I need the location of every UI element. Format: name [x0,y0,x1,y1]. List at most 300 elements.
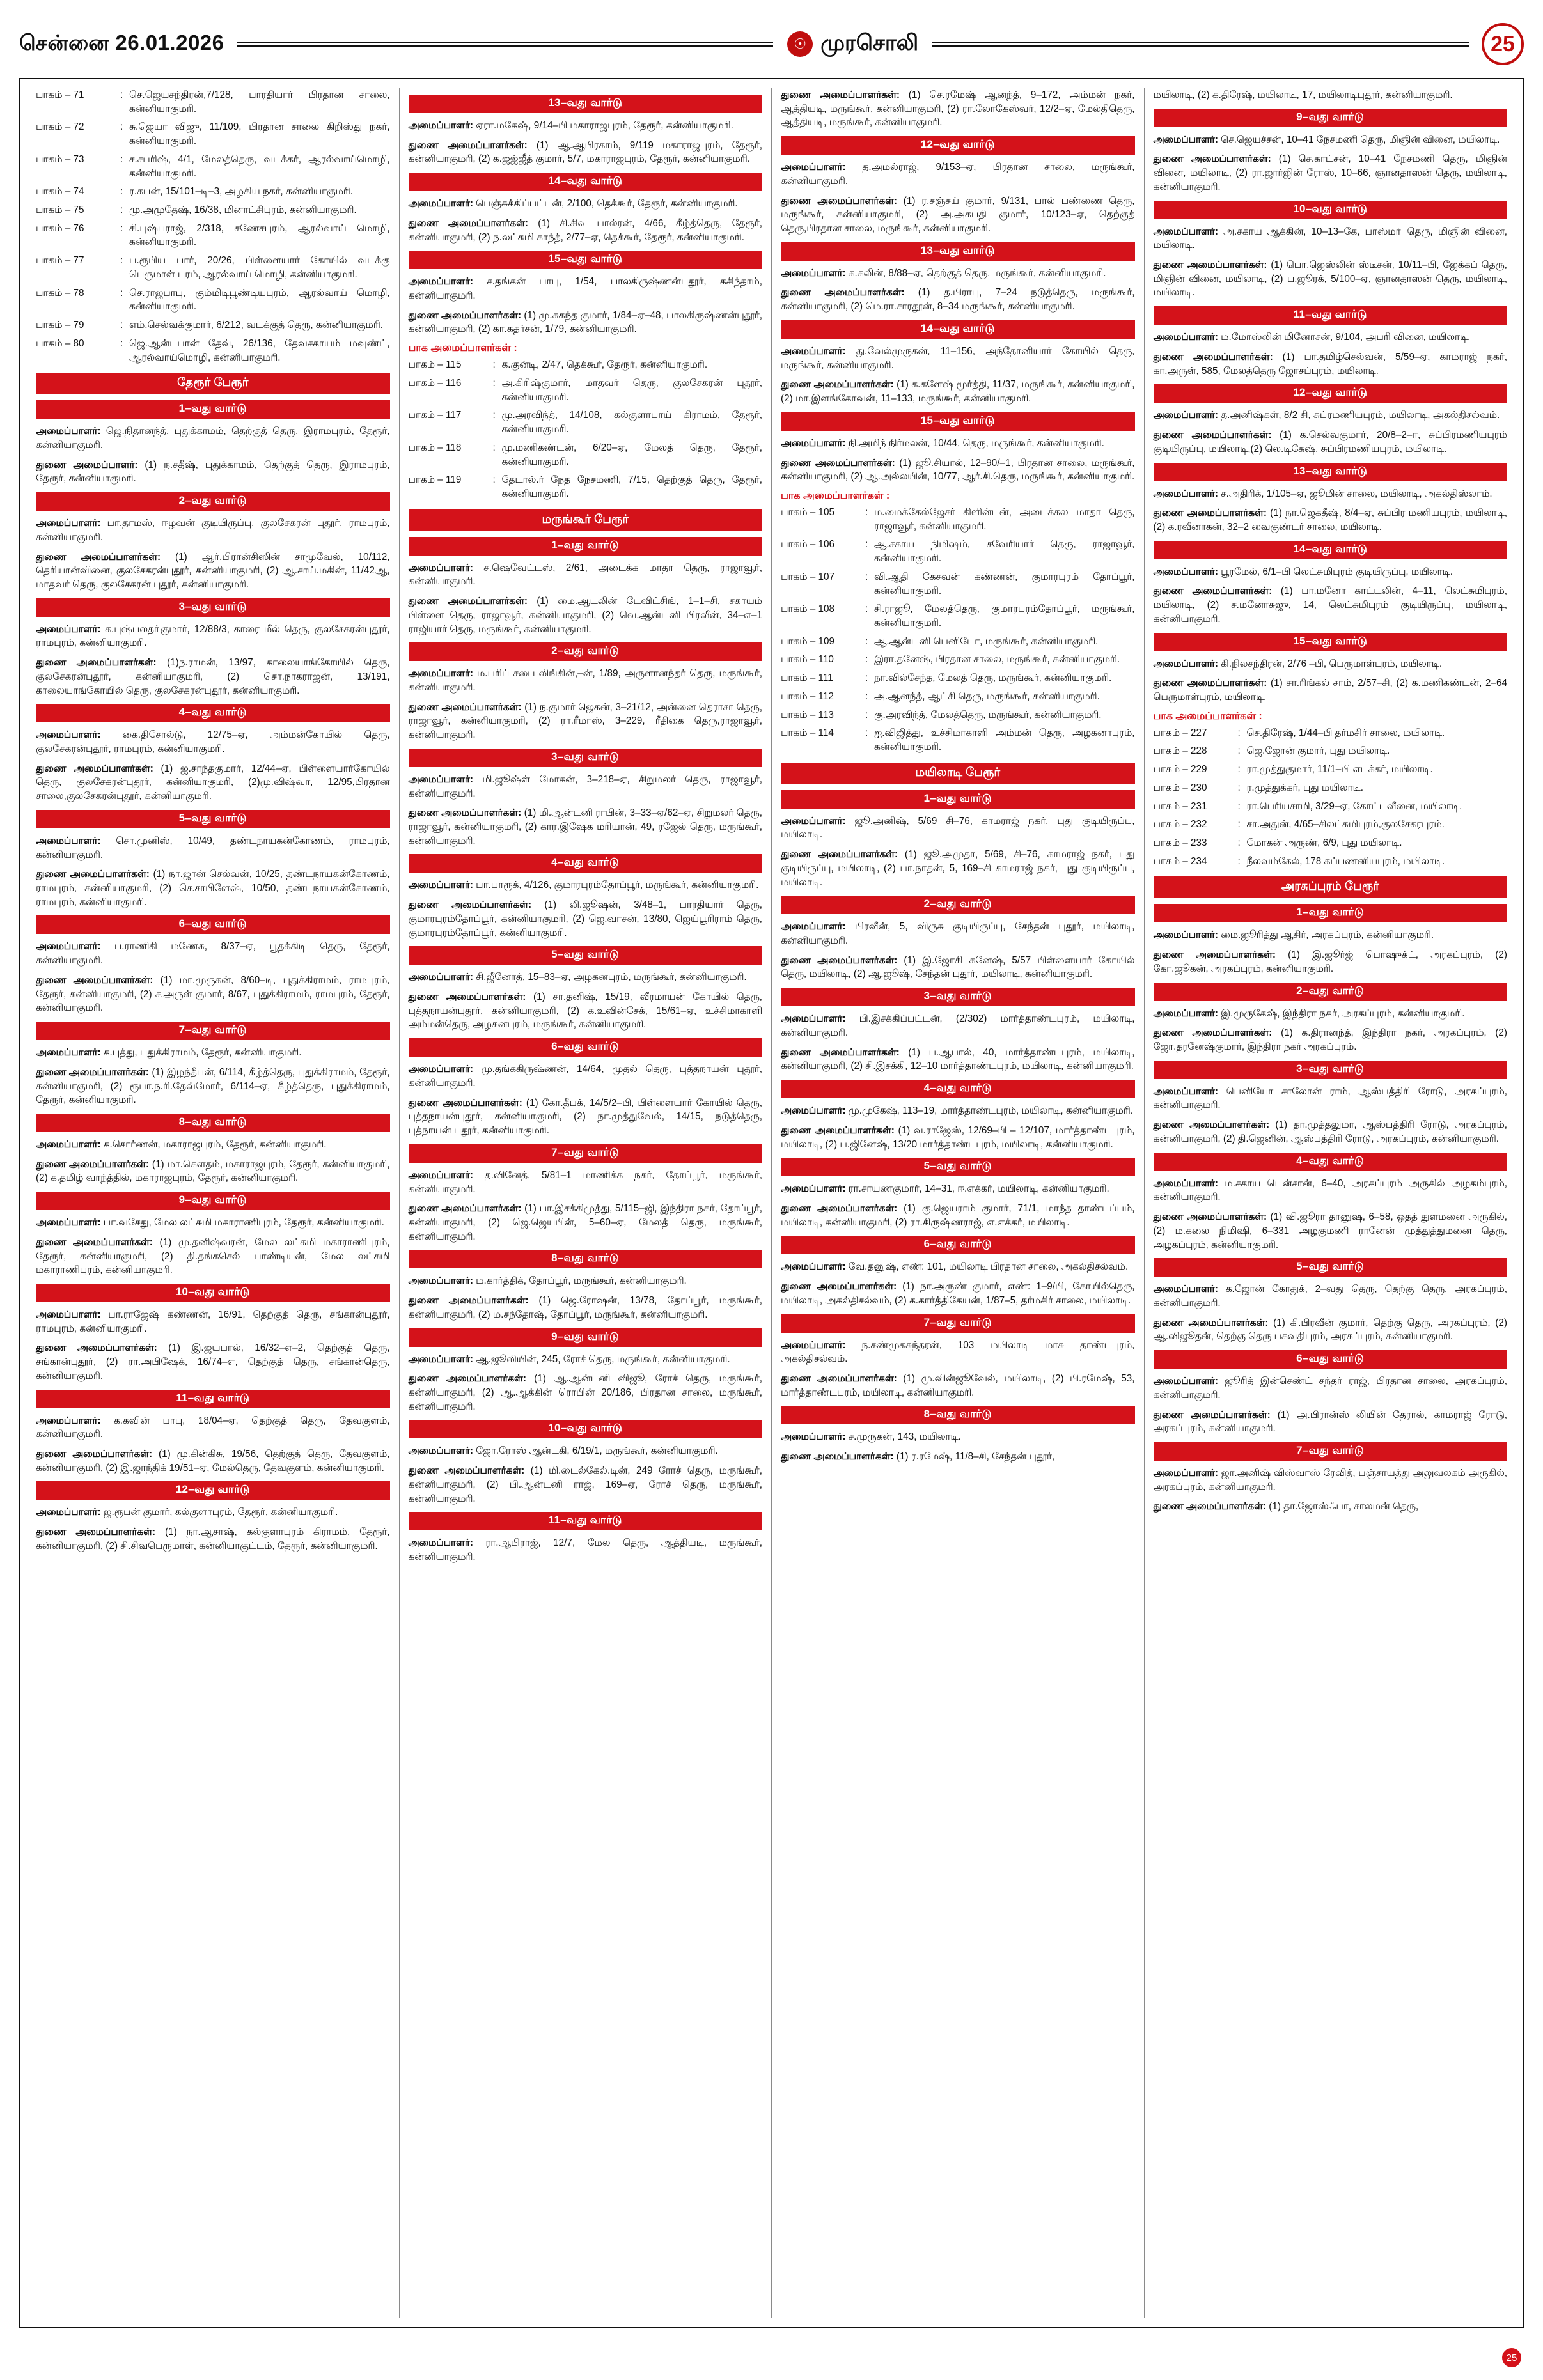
text-block: துணை அமைப்பாளர்: (1) ந.சதீஷ், புதுக்காமம், தெற்குத் தெரு, இராமபுரம், தேரூர், கன்னியாகுமரி. [36,459,390,485]
part-separator: : [1237,837,1241,848]
part-row [1154,744,1508,758]
ward-heading: 14–வது வார்டு [1154,541,1508,559]
text-block: அமைப்பாளர்: க.புத்து, புதுக்கிராமம், தேரூர், கன்னியாகுமரி. [36,1047,302,1059]
part-row [781,653,1135,667]
ward-heading: 13–வது வார்டு [1154,463,1508,481]
text-block: அமைப்பாளர்: த.அமல்ராஜ், 9/153–ஏ, பிரதான சாலை, மருங்கூர், கன்னியாகுமரி. [781,162,1135,187]
part-label: பாகம் – 234 [1153,855,1207,867]
text-block: அமைப்பாளர்: க.கவின் பாபு, 18/04–ஏ, தெற்குத் தெரு, தேவகுளம், கன்னியாகுமரி. [36,1415,390,1440]
text-block: அமைப்பாளர்: மை.ஜூரித்து ஆசிர், அரகப்புரம், கன்னியாகுமரி. [1153,929,1434,941]
text-block: அமைப்பாளர்: க.புஷ்பலதா்குமார், 12/88/3, காரை மீல் தெரு, குலசேகரன்புதூர், ராமபுரம், கன்னியாகுமரி. [36,623,390,649]
text-block: அமைப்பாளர்: ம.கார்த்திக், தோப்பூர், மருங்கூர், கன்னியாகுமரி. [408,1275,687,1287]
text-block: அமைப்பாளர்: ரா.ஆபிராஜ், 12/7, மேல தெரு, ஆத்தியடி, மருங்கூர், கன்னியாகுமரி. [408,1537,762,1562]
text-block: அமைப்பாளர்: ச.முருகன், 143, மயிலாடி. [781,1431,961,1443]
text-block: துணை அமைப்பாளர்கள்: (1) சா.ரிங்கல் சாம், 2/57–சி, (2) க.மணிகண்டன், 2–64 பெருமாள்புரம், மயிலாடி. [1153,678,1507,703]
text-block: துணை அமைப்பாளர்கள்: (1) ஜூ.அமுதா, 5/69, சி–76, காமராஜ் நகர், புது குடியிருப்பு, மயிலாடி, (2) பா.நாதன், 5, 169–சி காமராஜ் நகர், புது குடியிருப்பு, மயிலாடி. [781,849,1135,888]
part-value: ஆ.சகாய நிமிஷம், சவேரியார் தெரு, ராஜாவூர், கன்னியாகுமரி. [874,539,1135,564]
text-block: துணை அமைப்பாளர்கள்: (1) செ.ரமேஷ் ஆனந்த், 9–172, அம்மன் நகர், ஆத்தியடி, மருங்கூர், கன்னியாகுமரி, (2) ரா.லோகேஸ்வர், 12/2–ஏ, மேல்திதெரு, ஆத்தியடி, மருங்கூர், கன்னியாகுமரி. [781,89,1135,128]
text-block: துணை அமைப்பாளர்கள்: (1) தா.முத்தலுமா, ஆஸ்பத்திரி ரோடு, அரகப்புரம், கன்னியாகுமரி, (2) தி.ஜெனின், ஆஸ்பத்திரி ரோடு, அரகப்புரம், கன்னியாகுமரி. [1153,1119,1507,1144]
part-label: பாகம் – 79 [36,320,84,331]
text-block: துணை அமைப்பாளர்கள்: (1) பா.தமிழ்செல்வன், 5/59–ஏ, காமராஜ் நகர், கா.அருள், 585, மேலத்தெரு ஜோசப்புரம், மயிலாடி. [1153,351,1507,377]
text-block: அமைப்பாளர்: ம.மோஸ்லின் மினோசன், 9/104, அபரி வினை, மயிலாடி. [1153,332,1471,343]
part-label: பாகம் – 72 [36,121,84,133]
text-block: அமைப்பாளர்: பெஞ்சுக்கிப்பட்டன், 2/100, தெக்கூர், தேரூர், கன்னியாகுமரி. [408,198,738,210]
ward-heading: 2–வது வார்டு [1154,983,1508,1001]
ward-heading: 10–வது வார்டு [1154,201,1508,219]
part-label: பாகம் – 109 [781,635,834,647]
text-block: அமைப்பாளர்: பி.இசக்கிப்பட்டன், (2/302) மார்த்தாண்டபுரம், மயிலாடி, கன்னியாகுமரி. [781,1013,1135,1038]
ward-heading: 13–வது வார்டு [409,95,763,113]
part-separator: : [1237,800,1241,812]
part-separator: : [1237,727,1241,738]
column-2 [400,88,772,2318]
text-block: துணை அமைப்பாளர்கள்: (1) செ.காட்சன், 10–41 நேசமணி தெரு, மிஞின் வினை, மயிலாடி, (2) ரா.ஜார்ஜின் ரோஸ், 10–66, ஞானதாஸன் தெரு, மயிலாடி, கன்னியாகுமரி. [1153,153,1507,192]
text-block: துணை அமைப்பாளர்கள்: (1) ஜ.சாந்தகுமார், 12/44–ஏ, பிள்ளையார்கோயில் தெரு, குலசேகரன்புதூர், கன்னியாகுமரி, (2)மு.விஷ்வா, 12/95,பிரதான சாலை,குலசேகரன்புதூர், கன்னியாகுமரி. [36,763,390,802]
part-row [781,538,1135,565]
ward-heading: 3–வது வார்டு [1154,1061,1508,1079]
ward-heading: 5–வது வார்டு [36,810,390,828]
ward-heading: 1–வது வார்டு [781,790,1135,809]
text-block: துணை அமைப்பாளர்கள்: (1) லி.ஜூஷன், 3/48–1, பாரதியார் தெரு, குமாரபுரம்தோப்பூர், கன்னியாகுமரி, (2) ஜெ.வாசன், 13/80, ஜெய்பூரிராம் தெரு, குமாரபுரம்தோப்பூர், கன்னியாகுமரி. [408,899,762,938]
text-block: துணை அமைப்பாளர்கள்: (1) கோ.தீபக், 14/5/2–பி, பிள்ளையார் கோயில் தெரு, புத்தநாயன்புதூர், கன்னியாகுமரி, (2) நா.முத்துவேல், 14/15, நடுத்தெரு, புத்நாயன் புதூர், கன்னியாகுமரி. [408,1097,762,1137]
part-label: பாகம் – 75 [36,205,84,216]
part-row [1154,726,1508,740]
part-separator: : [120,205,123,216]
part-label: பாகம் – 74 [36,186,84,198]
text-block: அமைப்பாளர்: ம.சகாய டென்சான், 6–40, அரகப்புரம் அருகில் அழகம்புரம், கன்னியாகுமரி. [1153,1178,1507,1203]
part-row [781,506,1135,533]
part-value: அ.கிரிஷ்குமார், மாதவர் தெரு, குலசேகரன் புதூர், கன்னியாகுமரி. [501,377,762,403]
ward-heading: 6–வது வார்டு [781,1236,1135,1254]
ward-heading: 1–வது வார்டு [409,537,763,556]
text-block: துணை அமைப்பாளர்கள்: (1) ந.குமார் ஜெகன், 3–21/12, அன்னை தெராசா தெரு, ராஜாவூர், கன்னியாகுமரி, (2) ரா.ரீமாஸ், 3–229, ரீதிகை தெரு,ராஜாவூர், கன்னியாகுமரி. [408,701,762,741]
part-separator: : [492,377,496,389]
part-value: செ.ராஜபாபு, கும்மிடிபூண்டியபுரம், ஆரல்வாய் மொழி, கன்னியாகுமரி. [129,287,390,313]
text-block: அமைப்பாளர்: ச.தங்கன் பாபு, 1/54, பாலகிருஷ்ணன்புதூர், கசிந்தாம், கன்னியாகுமரி. [408,276,762,302]
ward-heading: 6–வது வார்டு [1154,1350,1508,1369]
text-block: அமைப்பாளர்: ஜ.ரூபன் குமார், கல்குளாபுரம், தேரூர், கன்னியாகுமரி. [36,1507,338,1518]
part-label: பாகம் – 230 [1153,782,1207,793]
part-value: நீலவம்கேல், 178 கப்பணனியபுரம், மயிலாடி. [1246,855,1445,867]
part-separator: : [120,89,123,100]
part-separator: : [865,654,868,665]
text-block: துணை அமைப்பாளர்கள்: (1) நா.ஆசாஷ், கல்குளாபுரம் கிராமம், தேரூர், கன்னியாகுமரி, (2) சி.சிவபெருமாள், கன்னியாகுட்டம், தேரூர், கன்னியாகுமரி. [36,1527,390,1552]
part-label: பாகம் – 118 [408,442,462,453]
part-label: பாகம் – 78 [36,287,84,299]
part-row [781,602,1135,630]
part-separator: : [865,539,868,550]
ward-heading: 11–வது வார்டு [409,1512,763,1530]
text-block: அமைப்பாளர்: ஜெ.நிதானந்த், புதுக்காமம், தெற்குத் தெரு, இராமபுரம், தேரூர், கன்னியாகுமரி. [36,426,390,451]
murasoli-logo-icon: ☉ [787,31,813,57]
part-separator: : [492,410,496,421]
text-block: துணை அமைப்பாளர்கள்: (1) ஜெ.ரோஷன், 13/78, தோப்பூர், மருங்கூர், கன்னியாகுமரி, (2) ம.சந்தோஷ், தோப்பூர், மருங்கூர், கன்னியாகுமரி. [408,1295,762,1320]
masthead-title: முரசொலி [820,30,919,55]
text-block: துணை அமைப்பாளர்கள்: (1) இழந்தீபன், 6/114, கீழ்த்தெரு, புதுக்கிராமம், தேரூர், கன்னியாகுமரி, (2) ரூபா.ந.ரி.தேவ்மோர், 6/114–ஏ, கீழ்த்தெரு, புதுக்கிராமம், தேரூர், கன்னியாகுமரி. [36,1066,390,1106]
text-block: அமைப்பாளர்: த.அனிஷ்கள், 8/2 சி, சுப்ரமணியபுரம், மயிலாடி, அகல்திசல்வம். [1153,410,1500,421]
part-label: பாகம் – 76 [36,222,84,234]
text-block: அமைப்பாளர்: க.கலின், 8/88–ஏ, தெற்குத் தெரு, மருங்கூர், கன்னியாகுமரி. [781,267,1106,279]
ward-heading: 4–வது வார்டு [781,1080,1135,1098]
ward-heading: 5–வது வார்டு [409,946,763,965]
ward-heading: 15–வது வார்டு [409,251,763,269]
part-row [1154,763,1508,777]
part-label: பாகம் – 231 [1153,800,1207,812]
part-value: இரா.தனேஷ், பிரதான சாலை, மருங்கூர், கன்னியாகுமரி. [874,654,1120,665]
text-block: துணை அமைப்பாளர்கள்: (1) ஆ.ஆன்டனி விஜூ, ரோச் தெரு, மருங்கூர், கன்னியாகுமரி, (2) ஆ.ஆக்கின் ரொபின் 20/186, பிரதான சாலை, மருங்கூர், கன்னியாகுமரி. [408,1373,762,1412]
ward-heading: 5–வது வார்டு [781,1158,1135,1176]
part-row [1154,818,1508,832]
text-block: துணை அமைப்பாளர்கள்: (1) பொ.ஜெஸ்லின் ஸ்டீசன், 10/11–பி, ஜேக்கப் தெரு, மிஞின் வினை, மயிலாடி, (2) ப.ஜூரக், 5/100–ஏ, ஞானதாஸன் தெரு, மயிலாடி, மயிலாடி. [1153,260,1507,299]
text-block: அமைப்பாளர்: ஆ.ஜூலியின், 245, ரோச் தெரு, மருங்கூர், கன்னியாகுமரி. [408,1353,730,1365]
part-row [36,120,390,148]
part-label: பாகம் – 119 [408,474,462,486]
ward-heading: 5–வது வார்டு [1154,1258,1508,1277]
text-block: துணை அமைப்பாளர்கள்: (1) இ.ஜயபால், 16/32–எ–2, தெற்குத் தெரு, சங்கான்புதூர், (2) ரா.அபிஷேக், 16/74–எ, தெற்குத் தெரு, சங்கான்தெரு, கன்னியாகுமரி. [36,1342,390,1381]
part-separator: : [120,338,123,349]
part-value: தேடால்.ர் நேத நேசமணி, 7/15, தெற்குத் தெரு, தேரூர், கன்னியாகுமரி. [501,474,762,499]
text-block: துணை அமைப்பாளர்கள்: (1) நா.அருண் குமார், எண்: 1–9/பி, கோயில்தெரு, மயிலாடி, அகல்திசல்வம், (2) க.கார்த்திகேயன், 1/87–5, தர்மசிர் சாலை, மயிலாடி. [781,1281,1135,1306]
ward-heading: 10–வது வார்டு [36,1284,390,1302]
text-block: அமைப்பாளர்: பா.வசேது, மேல லட்சுமி மகாராணிபுரம், தேரூர், கன்னியாகுமரி. [36,1217,384,1229]
text-block: அமைப்பாளர்: சி.ஜீனோத், 15–83–ஏ, அழகனபுரம், மருங்கூர், கன்னியாகுமரி. [408,972,747,983]
text-block: துணை அமைப்பாளர்கள்: (1)ந.ராமன், 13/97, காலையாங்கோயில் தெரு, குலசேகரன்புதூர், கன்னியாகுமரி, (2) சொ.நாகராஜன், 13/191, காலையாங்கோயில் தெரு, குலசேகரன்புதூர், கன்னியாகுமரி. [36,657,390,696]
part-value: ரா.முத்துகுமார், 11/1–பி எடக்கர், மயிலாடி. [1246,764,1433,775]
ward-heading: 10–வது வார்டு [409,1420,763,1438]
part-separator: : [120,255,123,267]
text-block: அமைப்பாளர்: ஜோ.ரோஸ் ஆன்டகி, 6/19/1, மருங்கூர், கன்னியாகுமரி. [408,1445,718,1457]
ward-heading: 3–வது வார்டு [781,988,1135,1006]
part-value: ர.முத்துக்கர், புது மயிலாடி. [1246,782,1363,793]
ward-heading: 7–வது வார்டு [781,1314,1135,1333]
part-value: எம்.செல்வக்குமார், 6/212, வடக்குத் தெரு, கன்னியாகுமரி. [129,320,384,331]
part-label: பாகம் – 71 [36,89,84,100]
subsection-heading: பாக அமைப்பாளர்கள் : [781,490,890,501]
part-label: பாகம் – 110 [781,654,834,665]
column-1 [27,88,400,2318]
ward-heading: 2–வது வார்டு [781,896,1135,914]
part-label: பாகம் – 105 [781,506,834,518]
part-row [1154,800,1508,814]
part-label: பாகம் – 116 [408,377,462,389]
part-value: மு.அமுதேஷ், 16/38, மினாட்சிபுரம், கன்னியாகுமரி. [129,205,357,216]
ward-heading: 2–வது வார்டு [36,492,390,511]
part-value: மு.மணிகண்டன், 6/20–ஏ, மேலத் தெரு, தேரூர், கன்னியாகுமரி. [501,442,762,467]
text-block: துணை அமைப்பாளர்கள்: (1) வி.ஜூரா தானுஷ, 6–58, ஒதத் துளமனை அருகில், (2) ம.கலை நிமிஷி, 6–331 அழகுமணி ரானேன் முத்துத்துமனை தெரு, அழகப்புரம், கன்னியாகுமரி. [1153,1211,1507,1250]
part-value: அ.ஆனந்த், ஆட்சி தெரு, மருங்கூர், கன்னியாகுமரி. [874,690,1100,702]
text-block: துணை அமைப்பாளர்கள்: (1) அ.பிரான்ஸ் லியின் தேரால், காமராஜ் ரோடு, அரகப்புரம், கன்னியாகுமரி. [1153,1409,1507,1435]
ward-heading: 9–வது வார்டு [36,1192,390,1210]
masthead-rule-right [932,42,1469,47]
text-block: அமைப்பாளர்: ரா.சாயணகுமார், 14–31, ஈ.எக்கர், மயிலாடி, கன்னியாகுமரி. [781,1183,1109,1195]
part-row [36,88,390,116]
part-label: பாகம் – 111 [781,673,833,684]
part-separator: : [865,690,868,702]
part-label: பாகம் – 113 [781,709,834,720]
column-3 [772,88,1145,2318]
part-value: செ.திரேஷ், 1/44–பி தர்மசிர் சாலை, மயிலாடி. [1246,727,1445,738]
text-block: அமைப்பாளர்: ம.பரிப் சபை லிங்கின்,–ன், 1/89, அருளானந்தர் தெரு, மருங்கூர், கன்னியாகுமரி. [408,668,762,693]
text-block: அமைப்பாளர்: நி.அமிந் நிர்மலன், 10/44, தெரு, மருங்கூர், கன்னியாகுமரி. [781,437,1104,449]
text-block: துணை அமைப்பாளர்கள்: (1) மு.சுகந்த குமார், 1/84–ஏ–48, பாலகிருஷ்ணன்புதூர், கன்னியாகுமரி, (2) கா.கதர்சன், 1/79, கன்னியாகுமரி. [408,309,763,335]
part-row [36,203,390,217]
part-label: பாகம் – 233 [1153,837,1207,848]
part-row [781,570,1135,598]
ward-heading: 6–வது வார்டு [409,1038,763,1057]
part-row [781,635,1135,649]
part-label: பாகம் – 106 [781,539,834,550]
ward-heading: 13–வது வார்டு [781,242,1135,261]
part-separator: : [492,442,496,453]
part-separator: : [1237,745,1241,757]
subsection-heading: பாக அமைப்பாளர்கள் : [1153,710,1262,722]
part-label: பாகம் – 115 [408,359,462,371]
text-block: அமைப்பாளர்: ஜூரித் இன்செண்ட் சந்தர் ராஜ், பிரதான சாலை, அரகப்புரம், கன்னியாகுமரி. [1153,1376,1507,1401]
part-row [36,318,390,332]
part-separator: : [492,359,496,371]
part-row [1154,836,1508,850]
part-value: ஜெ.ஜோன் குமார், புது மயிலாடி. [1246,745,1390,757]
text-block: துணை அமைப்பாளர்கள்: (1) ர.சஞ்சய் குமார், 9/131, பால் பண்ணை தெரு, மருங்கூர், கன்னியாகுமரி, (2) அ.அகபதி குமார், 10/123–ஏ, தெற்குத் தெரு,பிரதான சாலை, மருங்கூர், கன்னியாகுமரி. [781,195,1135,235]
masthead-rule-left [237,42,774,47]
text-block: அமைப்பாளர்: மு.தங்ககிருஷ்ணன், 14/64, முதல் தெரு, புத்தநாயன் புதூர், கன்னியாகுமரி. [408,1064,762,1089]
part-row [36,286,390,314]
part-label: பாகம் – 228 [1153,745,1207,757]
ward-heading: 12–வது வார்டு [781,136,1135,155]
text-block: துணை அமைப்பாளர்கள்: (1) மு.கின்கிசு, 19/56, தெற்குத் தெரு, தேவகுளம், கன்னியாகுமரி, (2) இ.ஜாந்திக் 19/51–ஏ, மேல்தெரு, தேவகுளம், கன்னியாகுமரி. [36,1449,390,1474]
ward-heading: 1–வது வார்டு [1154,904,1508,922]
part-row [409,377,763,404]
subsection-heading: பாக அமைப்பாளர்கள் : [408,343,517,354]
text-block: துணை அமைப்பாளர்கள்: (1) கு.ஜெயராம் குமார், 71/1, மாந்த தாண்டப்பம், மயிலாடி, கன்னியாகுமரி, (2) ரா.கிருஷ்ணராஜ், எ.எக்கர், மயிலாடி. [781,1202,1135,1228]
text-block: அமைப்பாளர்: பா.தாமஸ், ஈழவன் குடியிருப்பு, குலசேகரன் புதூர், ராமபுரம், கன்னியாகுமரி. [36,518,390,543]
text-block: மயிலாடி, (2) க.திரேஷ், மயிலாடி, 17, மயிலாடிபுதூர், கன்னியாகுமரி. [1153,89,1453,100]
part-value: க.குன்டி, 2/47, தெக்கூர், தேரூர், கன்னியாகுமரி. [501,359,708,371]
part-value: சி.புஷ்பராஜ், 2/318, சணேசபுரம், ஆரல்வாய் மொழி, கன்னியாகுமரி. [129,222,390,248]
part-separator: : [120,121,123,133]
part-value: சு.ஜெயா விஜு, 11/109, பிரதான சாலை கிறிஸ்து நகர், கன்னியாகுமரி. [129,121,390,147]
text-block: அமைப்பாளர்: ப.ராணிகி மணேசு, 8/37–ஏ, பூதக்கிடி தெரு, தேரூர், கன்னியாகுமரி. [36,941,390,967]
part-value: ரா.பெரியசாமி, 3/29–ஏ, கோட்டவீனை, மயிலாடி. [1246,800,1462,812]
ward-heading: 4–வது வார்டு [409,854,763,873]
text-block: அமைப்பாளர்: பிரவீன், 5, விருசு குடியிருப்பு, சேந்தன் புதூர், மயிலாடி, கன்னியாகுமரி. [781,921,1135,947]
ward-heading: 15–வது வார்டு [1154,633,1508,651]
masthead-brand [777,31,928,58]
ward-heading: 4–வது வார்டு [36,704,390,722]
text-block: துணை அமைப்பாளர்கள்: (1) ஆ.ஆபிரகாம், 9/119 மகாராஜபுரம், தேரூர், கன்னியாகுமரி, (2) க.ஜஜ்ஜீத் குமார், 5/7, மகாராஜபுரம், தேரூர், கன்னியாகுமரி. [408,139,762,165]
part-separator: : [865,603,868,615]
masthead-date: சென்னை 26.01.2026 [19,30,224,54]
part-value: மோகன் அருண், 6/9, புது மயிலாடி. [1246,837,1402,848]
part-value: சி.ராஜூ, மேலத்தெரு, குமாரபுரம்தோப்பூர், மருங்கூர், கன்னியாகுமரி. [874,603,1135,628]
text-block: துணை அமைப்பாளர்கள்: (1) க.திரானந்த், இந்திரா நகர், அரகப்புரம், (2) ஜோ.தரனேஷ்குமார், இந்திரா நகர் அரகப்புரம். [1153,1027,1508,1053]
text-block: துணை அமைப்பாளர்கள்: (1) நா.ஜான் செல்வன், 10/25, தண்டநாயகன்கோணம், ராமபுரம், கன்னியாகுமரி, (2) செ.சாபிளேஷ், 10/50, தண்டநாயகன்கோணம், ராமபுரம், கன்னியாகுமரி. [36,869,390,908]
part-row [1154,781,1508,795]
text-block: துணை அமைப்பாளர்கள்: (1) க.களேஷ் மூர்த்தி, 11/37, மருங்கூர், கன்னியாகுமரி, (2) மா.இளங்கோவன், 11–133, மருங்கூர், கன்னியாகுமரி. [781,379,1135,405]
part-row [781,726,1135,754]
part-row [781,671,1135,685]
part-row [409,441,763,469]
part-value: ஜெ.ஆன்டபான் தேவ், 26/136, தேவசகாயம் மவுண்ட், ஆரல்வாய்மொழி, கன்னியாகுமரி. [129,338,390,363]
part-value: ப.ரூபிய பார், 20/26, பிள்ளையார் கோயில் வடக்கு பெருமாள் புரம், ஆரல்வாய் மொழி, கன்னியாகுமரி. [129,255,390,280]
ward-heading: 1–வது வார்டு [36,400,390,419]
text-block: அமைப்பாளர்: பா.ராஜேஷ் கண்ணன், 16/91, தெற்குத் தெரு, சங்கான்புதூர், ராமபுரம், கன்னியாகுமரி. [36,1309,390,1334]
ward-heading: 11–வது வார்டு [36,1390,390,1408]
ward-heading: 2–வது வார்டு [409,642,763,661]
text-block: துணை அமைப்பாளர்கள்: (1) மி.டைல்கேல்.டின், 249 ரோச் தெரு, மருங்கூர், கன்னியாகுமரி, (2) பி.ஆன்டனி ராஜ், 169–ஏ, ரோச் தெரு, மருங்கூர், கன்னியாகுமரி. [408,1465,762,1504]
text-block: துணை அமைப்பாளர்கள்: (1) இ.ஜூர்ஜ் பொஷுக்ட், அரகப்புரம், (2) கோ.ஜூகன், அரகப்புரம், கன்னியாகுமரி. [1153,949,1507,974]
section-heading: மருங்கூர் பேரூர் [409,509,763,531]
part-label: பாகம் – 80 [36,338,84,349]
text-block: அமைப்பாளர்: சொ.முனிஸ், 10/49, தண்டநாயகன்கோணம், ராமபுரம், கன்னியாகுமரி. [36,835,390,860]
ward-heading: 7–வது வார்டு [1154,1442,1508,1461]
text-block: அமைப்பாளர்: ஜூ.அனிஷ், 5/69 சி–76, காமராஜ் நகர், புது குடியிருப்பு, மயிலாடி. [781,815,1135,841]
part-value: ம.மைக்கேல்ஜேசர் கிளின்டன், அடைக்கல மாதா தெரு, ராஜாவூர், கன்னியாகுமரி. [874,506,1135,532]
part-label: பாகம் – 229 [1153,764,1207,775]
footer-page-number: 25 [1502,2348,1521,2367]
part-label: பாகம் – 232 [1153,819,1207,830]
text-block: அமைப்பாளர்: மி.ஜூஷ்ள் மோகன், 3–218–ஏ, சிறுமலர் தெரு, ராஜாவூர், கன்னியாகுமரி. [408,774,762,799]
ward-heading: 6–வது வார்டு [36,915,390,934]
ward-heading: 8–வது வார்டு [409,1250,763,1268]
ward-heading: 7–வது வார்டு [409,1144,763,1163]
part-separator: : [865,571,868,582]
text-block: துணை அமைப்பாளர்கள்: (1) சி.சிவ பால்ரன், 4/66, கீழ்த்தெரு, தேரூர், கன்னியாகுமரி, (2) ந.லட்சுமி காந்த், 2/77–ஏ, தெக்கூர், தேரூர், கன்னியாகுமரி. [408,217,762,243]
part-value: செ.ஜெயசந்திரன்,7/128, பாரதியார் பிரதான சாலை, கன்னியாகுமரி. [129,89,390,114]
ward-heading: 9–வது வார்டு [409,1328,763,1347]
part-label: பாகம் – 77 [36,255,84,267]
text-block: துணை அமைப்பாளர்கள்: (1) த.பிராபு, 7–24 நடுத்தெரு, மருங்கூர், கன்னியாகுமரி, (2) மெ.ரா.சாரதூன், 8–34 மருங்கூர், கன்னியாகுமரி. [781,287,1135,313]
ward-heading: 14–வது வார்டு [781,320,1135,339]
text-block: துணை அமைப்பாளர்கள்: (1) மி.ஆன்டனி ராபின், 3–33–ஏ/62–ஏ, சிறுமலர் தெரு, ராஜாவூர், கன்னியாகுமரி, (2) கார.இஷேக மரியான், 49, ரஜேல் தெரு, மருங்கூர், கன்னியாகுமரி. [408,807,762,846]
text-block: துணை அமைப்பாளர்கள்: (1) மை.ஆடலின் டேவிட்சிங், 1–1–சி, சகாயம் பிள்ளை தெரு, ராஜாவூர், கன்னியாகுமரி, (2) வெ.ஆன்டனி பிரவீன், 34–எ–1 ராஜியார் தெரு, மருங்கூர், கன்னியாகுமரி. [408,596,762,635]
ward-heading: 3–வது வார்டு [36,598,390,617]
part-separator: : [865,709,868,720]
text-block: துணை அமைப்பாளர்கள்: (1) சா.தனிஷ், 15/19, வீரமாயன் கோயில் தெரு, புத்தநாயன்புதூர், கன்னியாகுமரி, (2) க.உவின்சேக், 15/61–ஏ, உச்சிமாகாளி அம்மன்தெரு, அழகனபுரம், மருங்கூர், கன்னியாகுமரி. [408,992,762,1031]
ward-heading: 4–வது வார்டு [1154,1153,1508,1171]
part-separator: : [1237,782,1241,793]
part-value: ஆ.ஆன்டனி பெனிடோ, மருங்கூர், கன்னியாகுமரி. [874,635,1099,647]
ward-heading: 12–வது வார்டு [36,1481,390,1500]
part-row [1154,855,1508,869]
text-block: அமைப்பாளர்: பூரமேல், 6/1–பி லெட்சுமிபுரம் குடியிருப்பு, மயிலாடி. [1153,566,1453,577]
page-number-badge: 25 [1482,23,1524,65]
text-block: துணை அமைப்பாளர்கள்: (1) ஆர்.பிரான்சிஸின் சாமுவேல், 10/112, தெரியான்வினை, குலசேகரன்புதூர், கன்னியாகுமரி, (2) ஆ.சாய்.மகின், 11/42ஆ, மாதவர் தெரு, குலசேகரன் புதூர், கன்னியாகுமரி. [36,551,390,590]
part-value: ச.சபரிஷ், 4/1, மேலத்தெரு, வடக்கர், ஆரல்வாய்மொழி, கன்னியாகுமரி. [129,153,390,179]
part-row [409,358,763,372]
section-heading: மயிலாடி பேரூர் [781,763,1135,784]
content-frame [19,78,1524,2328]
part-separator: : [120,287,123,299]
part-separator: : [865,506,868,518]
ward-heading: 8–வது வார்டு [36,1114,390,1132]
part-row [781,690,1135,704]
text-block: அமைப்பாளர்: மு.முகேஷ், 113–19, மார்த்தாண்டபுரம், மயிலாடி, கன்னியாகுமரி. [781,1105,1133,1117]
text-block: அமைப்பாளர்: து.வேல்முருகன், 11–156, அந்தோனியார் கோயில் தெரு, மருங்கூர், கன்னியாகுமரி. [781,345,1135,371]
ward-heading: 9–வது வார்டு [1154,109,1508,127]
text-block: துணை அமைப்பாளர்கள்: (1) தா.ஜோஸ்ஃபா, சாலமன் தெரு, [1153,1501,1419,1513]
text-block: அமைப்பாளர்: இ.முருகேஷ், இந்திரா நகர், அரகப்புரம், கன்னியாகுமரி. [1153,1007,1465,1019]
part-value: ஐ.விஜித்து, உச்சிமாகாளி அம்மன் தெரு, அழகனாபுரம், கன்னியாகுமரி. [874,727,1135,752]
section-heading: அரசுப்புரம் பேரூர் [1154,876,1508,898]
text-block: துணை அமைப்பாளர்கள்: (1) ப.ஆபால், 40, மார்த்தாண்டபுரம், மயிலாடி, கன்னியாகுமரி, (2) சி.இசக்கி, 12–10 மார்த்தாண்டபுரம், மயிலாடி, கன்னியாகுமரி. [781,1046,1135,1072]
text-block: அமைப்பாளர்: பா.பாரூக், 4/126, குமாரபுரம்தோப்பூர், மருங்கூர், கன்னியாகுமரி. [408,880,759,891]
ward-heading: 3–வது வார்டு [409,749,763,767]
part-value: ர.கபன், 15/101–டி–3, அழகிய நகர், கன்னியாகுமரி. [129,186,354,198]
text-block: அமைப்பாளர்: ஏரா.மகேஷ், 9/14–பி மகாராஜபுரம், தேரூர், கன்னியாகுமரி. [408,120,733,131]
text-block: துணை அமைப்பாளர்கள்: (1) ஜூ.சியால், 12–90/–1, பிரதான சாலை, மருங்கூர், கன்னியாகுமரி, (2) ஆ.அல்லயின், 10/77, ஆர்.சி.தெரு, மருங்கூர், கன்னியாகுமரி. [781,457,1135,483]
part-value: சா.அதுன், 4/65–சிலட்சுமிபுரம்,குலசேகரபுரம். [1246,819,1445,830]
text-block: துணை அமைப்பாளர்கள்: (1) கி.பிரவீன் குமார், தெற்கு தெரு, அரகப்புரம், (2) ஆ.விஜூதன், தெற்கு தெரு பகவதிபுரம், அரகப்புரம், கன்னியாகுமரி. [1153,1317,1508,1342]
text-block: அமைப்பாளர்: ச.அதிரிக், 1/105–ஏ, ஜூமின் சாலை, மயிலாடி, அகல்திஸ்லாம். [1153,488,1492,499]
text-block: அமைப்பாளர்: கி.நிலசந்திரன், 2/76 –பி, பெருமாள்புரம், மயிலாடி. [1153,658,1443,669]
part-value: நா.வில்சேந்த, மேலத் தெரு, மருங்கூர், கன்னியாகுமரி. [874,673,1112,684]
part-separator: : [865,635,868,647]
ward-heading: 8–வது வார்டு [781,1406,1135,1424]
text-block: துணை அமைப்பாளர்கள்: (1) பா.இசக்கிமுத்து, 5/115–ஜி, இந்திரா நகர், தோப்பூர், கன்னியாகுமரி, (2) ஜெ.ஜெயபின், 5–60–ஏ, மேலத் தெரு, மருங்கூர், கன்னியாகுமரி. [408,1203,762,1242]
ward-heading: 12–வது வார்டு [1154,384,1508,403]
text-block: துணை அமைப்பாளர்கள்: (1) வ.ராஜேஸ், 12/69–பி – 12/107, மார்த்தாண்டபுரம், மயிலாடி, (2) ப.ஜினேஷ், 13/20 மார்த்தாண்டபுரம், மயிலாடி, கன்னியாகுமரி. [781,1124,1135,1150]
text-block: அமைப்பாளர்: க.ஜோன் கோதுக், 2–வது தெரு, தெற்கு தெரு, அரகப்புரம், கன்னியாகுமரி. [1153,1284,1507,1309]
text-block: துணை அமைப்பாளர்கள்: (1) பா.மனோ காட்டலின், 4–11, லெட்சுமிபுரம், மயிலாடி, (2) ச.மனோசுஜு, 14, லெட்சுமிபுரம் குடியிருப்பு, மயிலாடி, கன்னியாகுமரி. [1153,586,1507,625]
part-row [36,185,390,199]
text-block: துணை அமைப்பாளர்கள்: (1) ர.ரமேஷ், 11/8–சி, சேந்தன் புதூர், [781,1451,1055,1463]
column-4 [1145,88,1517,2318]
part-label: பாகம் – 107 [781,571,834,582]
part-value: மு.அரவிந்த், 14/108, கல்குளாபாய் கிராமம், தேரூர், கன்னியாகுமரி. [501,410,762,435]
ward-heading: 11–வது வார்டு [1154,306,1508,325]
part-label: பாகம் – 114 [781,727,834,739]
part-separator: : [865,727,868,739]
ward-heading: 15–வது வார்டு [781,412,1135,431]
part-row [781,708,1135,722]
text-block: அமைப்பாளர்: வே.தனுஷ், எண்: 101, மயிலாடி பிரதான சாலை, அகல்திசல்வம். [781,1261,1129,1273]
text-block: அமைப்பாளர்: த.வினேத், 5/81–1 மாணிக்க நகர், தோப்பூர், மருங்கூர், கன்னியாகுமரி. [408,1169,762,1195]
part-value: வி.ஆதி கேசவன் கண்ணன், குமாரபுரம் தோப்பூர், கன்னியாகுமரி. [874,571,1135,596]
text-block: அமைப்பாளர்: கை.திசோல்டு, 12/75–ஏ, அம்மன்கோயில் தெரு, குலசேகரன்புதூர், ராமபுரம், கன்னியாகுமரி. [36,729,390,754]
part-separator: : [120,153,123,165]
text-block: அமைப்பாளர்: ந.சண்முகசுந்தரன், 103 மயிலாடி மாசு தாண்டபுரம், அகல்திசல்வம். [781,1339,1135,1365]
part-value: கு.அரவிந்த், மேலத்தெரு, மருங்கூர், கன்னியாகுமரி. [874,709,1102,720]
part-row [409,408,763,436]
text-block: துணை அமைப்பாளர்கள்: (1) மு.வின்ஜூவேல், மயிலாடி, (2) பி.ரமேஷ், 53, மார்த்தாண்டபுரம், மயிலாடி, கன்னியாகுமரி. [781,1373,1135,1398]
part-row [409,473,763,501]
text-block: அமைப்பாளர்: செ.ஜெயச்சன், 10–41 நேசமணி தெரு, மிஞின் வினை, மயிலாடி. [1153,134,1500,145]
part-label: பாகம் – 227 [1153,727,1207,738]
part-row [36,337,390,364]
part-row [36,222,390,249]
part-separator: : [1237,819,1241,830]
part-row [36,153,390,180]
part-label: பாகம் – 108 [781,603,834,615]
text-block: துணை அமைப்பாளர்கள்: (1) நா.ஜெகதீஷ், 8/4–ஏ, சுப்பிர மணியபுரம், மயிலாடி, (2) க.ரவீனாகன், 32–2 வைகுண்டர் சாலை, மயிலாடி. [1153,508,1507,533]
part-separator: : [120,186,123,198]
text-block: அமைப்பாளர்: ஜா.அனிஷ் விஸ்வாஸ் ரேவித், பஞ்சாயத்து அலுவலகம் அருகில், அரகப்புரம், கன்னியாகுமரி. [1153,1467,1507,1493]
part-separator: : [1237,855,1241,867]
part-separator: : [865,673,868,684]
part-separator: : [120,222,123,234]
part-label: பாகம் – 112 [781,690,834,702]
text-block: அமைப்பாளர்: பெனியோ சாலோன் ராம், ஆஸ்பத்திரி ரோடு, அரகப்புரம், கன்னியாகுமரி. [1153,1085,1507,1111]
section-heading: தேரூர் பேரூர் [36,373,390,394]
text-block: துணை அமைப்பாளர்கள்: (1) க.செல்வகுமார், 20/8–2–ா, சுப்பிரமணியபுரம் குடியிருப்பு, மயிலாடி,(2) லெ.டிகேஷ், சுப்பிரமணியபுரம், மயிலாடி. [1153,430,1507,455]
masthead [19,17,1524,72]
text-block: துணை அமைப்பாளர்கள்: (1) மு.தனிஷ்வரன், மேல லட்சுமி மகாராணிபுரம், தேரூர், கன்னியாகுமரி, (2) தி.தங்கசெல் பாண்டியன், மேல லட்சுமி மகாராணிபுரம், கன்னியாகுமரி. [36,1236,390,1276]
text-block: துணை அமைப்பாளர்கள்: (1) இ.ஜோகி கனேஷ், 5/57 பிள்ளையார் கோயில் தெரு, மயிலாடி, (2) ஆ.ஜூஷ், சேந்தன் புதூர், மயிலாடி, கன்னியாகுமரி. [781,954,1135,980]
part-row [36,254,390,281]
part-separator: : [1237,764,1241,775]
text-block: துணை அமைப்பாளர்கள்: (1) மா.கௌதம், மகாராஜபுரம், தேரூர், கன்னியாகுமரி, (2) க.தமிழ் வாந்த்தில், மகாராஜபுரம், தேரூர், கன்னியாகுமரி. [36,1158,390,1184]
